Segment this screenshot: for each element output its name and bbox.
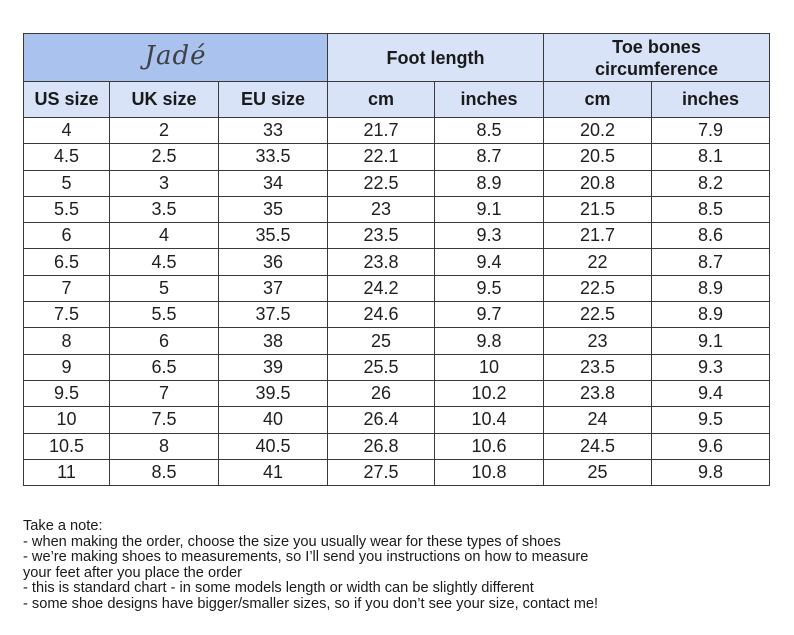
cell-toe-inches: 9.1	[652, 328, 770, 354]
cell-toe-inches: 8.5	[652, 196, 770, 222]
cell-toe-cm: 24.5	[544, 433, 652, 459]
cell-us-size: 6.5	[24, 249, 110, 275]
cell-foot-cm: 26	[328, 380, 435, 406]
size-rows	[24, 118, 770, 486]
cell-toe-inches: 8.1	[652, 144, 770, 170]
cell-toe-cm: 21.7	[544, 223, 652, 249]
cell-foot-inches: 9.1	[435, 196, 544, 222]
cell-uk-size: 5.5	[110, 302, 219, 328]
cell-us-size: 6	[24, 223, 110, 249]
table-row	[24, 354, 770, 380]
cell-foot-inches: 10.2	[435, 380, 544, 406]
size-chart-table	[23, 33, 770, 486]
cell-foot-inches: 8.9	[435, 170, 544, 196]
cell-uk-size: 5	[110, 275, 219, 301]
cell-uk-size: 6	[110, 328, 219, 354]
cell-uk-size: 4	[110, 223, 219, 249]
cell-toe-inches: 9.4	[652, 380, 770, 406]
cell-foot-inches: 10	[435, 354, 544, 380]
cell-toe-cm: 23	[544, 328, 652, 354]
cell-eu-size: 39.5	[219, 380, 328, 406]
table-row	[24, 196, 770, 222]
cell-eu-size: 33.5	[219, 144, 328, 170]
cell-us-size: 7	[24, 275, 110, 301]
cell-foot-inches: 10.6	[435, 433, 544, 459]
cell-toe-inches: 8.7	[652, 249, 770, 275]
cell-toe-inches: 7.9	[652, 118, 770, 144]
table-row	[24, 249, 770, 275]
cell-eu-size: 35.5	[219, 223, 328, 249]
column-header-eu-size: EU size	[219, 82, 328, 118]
note-line: - some shoe designs have bigger/smaller sizes, so if you don’t see your size, contact me!	[23, 595, 599, 612]
cell-eu-size: 34	[219, 170, 328, 196]
cell-uk-size: 8	[110, 433, 219, 459]
cell-toe-inches: 9.6	[652, 433, 770, 459]
column-header-uk-size: UK size	[110, 82, 219, 118]
note-line: your feet after you place the order	[23, 564, 243, 581]
note-line: - we’re making shoes to measurements, so I’ll send you instructions on how to measure	[23, 549, 589, 566]
cell-uk-size: 2	[110, 118, 219, 144]
cell-us-size: 11	[24, 459, 110, 485]
cell-eu-size: 41	[219, 459, 328, 485]
cell-foot-cm: 25	[328, 328, 435, 354]
cell-foot-cm: 23	[328, 196, 435, 222]
cell-foot-cm: 23.5	[328, 223, 435, 249]
cell-eu-size: 36	[219, 249, 328, 275]
cell-eu-size: 35	[219, 196, 328, 222]
toe-bones-header-line2: circumference	[594, 58, 719, 79]
cell-toe-inches: 9.5	[652, 407, 770, 433]
cell-foot-cm: 22.1	[328, 144, 435, 170]
cell-uk-size: 6.5	[110, 354, 219, 380]
foot-length-header: Foot length	[328, 34, 544, 82]
cell-foot-cm: 27.5	[328, 459, 435, 485]
cell-us-size: 9	[24, 354, 110, 380]
cell-toe-inches: 9.3	[652, 354, 770, 380]
table-row	[24, 380, 770, 406]
cell-toe-inches: 9.8	[652, 459, 770, 485]
cell-toe-cm: 21.5	[544, 196, 652, 222]
column-header-toe-inches: inches	[652, 82, 770, 118]
cell-uk-size: 7.5	[110, 407, 219, 433]
cell-us-size: 8	[24, 328, 110, 354]
cell-us-size: 4.5	[24, 144, 110, 170]
column-header-us-size: US size	[24, 82, 110, 118]
cell-toe-cm: 23.5	[544, 354, 652, 380]
cell-uk-size: 7	[110, 380, 219, 406]
cell-eu-size: 33	[219, 118, 328, 144]
cell-eu-size: 39	[219, 354, 328, 380]
brand-logo: Jadé	[144, 40, 207, 71]
cell-foot-inches: 9.8	[435, 328, 544, 354]
cell-eu-size: 37.5	[219, 302, 328, 328]
note-section	[23, 519, 783, 613]
cell-us-size: 5.5	[24, 196, 110, 222]
brand-logo-cell	[24, 34, 328, 82]
cell-toe-inches: 8.2	[652, 170, 770, 196]
cell-uk-size: 3	[110, 170, 219, 196]
table-row	[24, 328, 770, 354]
cell-foot-inches: 9.5	[435, 275, 544, 301]
cell-toe-cm: 23.8	[544, 380, 652, 406]
cell-foot-cm: 25.5	[328, 354, 435, 380]
cell-toe-cm: 22	[544, 249, 652, 275]
cell-us-size: 9.5	[24, 380, 110, 406]
cell-eu-size: 40	[219, 407, 328, 433]
cell-foot-cm: 23.8	[328, 249, 435, 275]
cell-foot-inches: 9.7	[435, 302, 544, 328]
toe-bones-header	[544, 34, 770, 82]
cell-foot-cm: 26.4	[328, 407, 435, 433]
cell-foot-inches: 8.7	[435, 144, 544, 170]
table-row	[24, 170, 770, 196]
table-row	[24, 433, 770, 459]
column-header-foot-cm: cm	[328, 82, 435, 118]
cell-foot-inches: 10.8	[435, 459, 544, 485]
cell-toe-cm: 25	[544, 459, 652, 485]
table-row	[24, 223, 770, 249]
toe-bones-header-line1: Toe bones	[612, 36, 701, 57]
note-line: - this is standard chart - in some models length or width can be slightly different	[23, 580, 534, 597]
table-row	[24, 118, 770, 144]
cell-us-size: 10	[24, 407, 110, 433]
table-row	[24, 459, 770, 485]
cell-foot-cm: 24.6	[328, 302, 435, 328]
cell-toe-cm: 22.5	[544, 275, 652, 301]
cell-foot-inches: 8.5	[435, 118, 544, 144]
cell-toe-cm: 20.5	[544, 144, 652, 170]
note-line: - when making the order, choose the size you usually wear for these types of shoes	[23, 533, 561, 550]
table-row	[24, 275, 770, 301]
column-header-foot-inches: inches	[435, 82, 544, 118]
cell-foot-cm: 22.5	[328, 170, 435, 196]
cell-toe-cm: 22.5	[544, 302, 652, 328]
cell-eu-size: 37	[219, 275, 328, 301]
cell-toe-inches: 8.6	[652, 223, 770, 249]
cell-toe-cm: 20.8	[544, 170, 652, 196]
note-title: Take a note:	[23, 518, 103, 534]
cell-uk-size: 4.5	[110, 249, 219, 275]
cell-foot-inches: 9.3	[435, 223, 544, 249]
cell-foot-cm: 26.8	[328, 433, 435, 459]
table-row	[24, 302, 770, 328]
cell-toe-inches: 8.9	[652, 275, 770, 301]
cell-foot-inches: 10.4	[435, 407, 544, 433]
cell-us-size: 10.5	[24, 433, 110, 459]
cell-uk-size: 8.5	[110, 459, 219, 485]
cell-eu-size: 38	[219, 328, 328, 354]
cell-us-size: 4	[24, 118, 110, 144]
cell-uk-size: 2.5	[110, 144, 219, 170]
table-row	[24, 144, 770, 170]
cell-eu-size: 40.5	[219, 433, 328, 459]
cell-foot-cm: 24.2	[328, 275, 435, 301]
cell-uk-size: 3.5	[110, 196, 219, 222]
cell-us-size: 5	[24, 170, 110, 196]
cell-us-size: 7.5	[24, 302, 110, 328]
cell-toe-inches: 8.9	[652, 302, 770, 328]
cell-toe-cm: 20.2	[544, 118, 652, 144]
cell-foot-cm: 21.7	[328, 118, 435, 144]
cell-foot-inches: 9.4	[435, 249, 544, 275]
cell-toe-cm: 24	[544, 407, 652, 433]
table-row	[24, 407, 770, 433]
column-header-toe-cm: cm	[544, 82, 652, 118]
